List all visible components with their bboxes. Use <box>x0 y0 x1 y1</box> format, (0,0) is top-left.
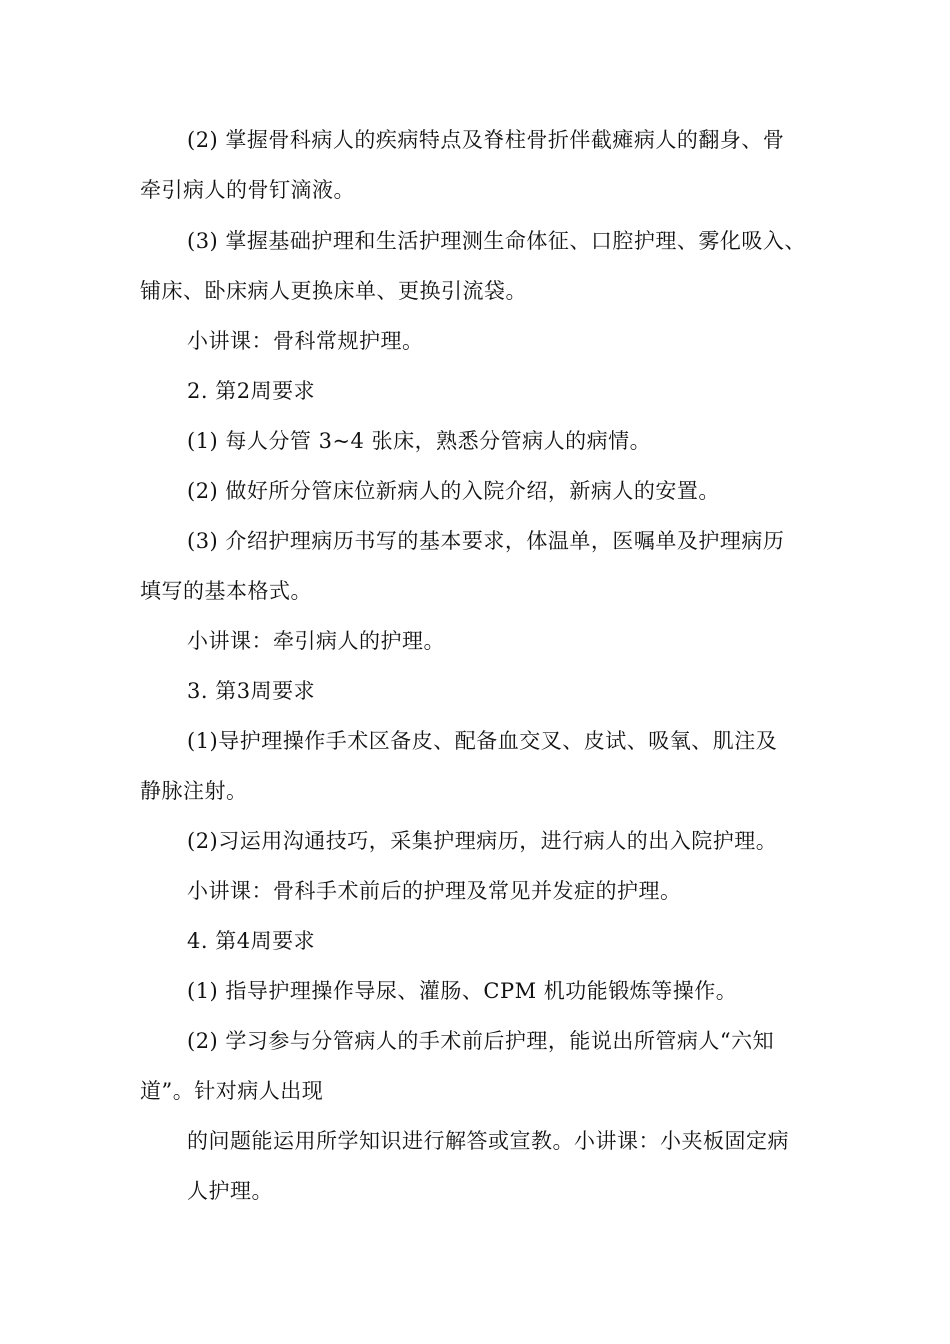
week-2-item-3-line-1: (3) 介绍护理病历书写的基本要求，体温单，医嘱单及护理病历 <box>187 529 785 553</box>
week-4-item-2-line-1: (2) 学习参与分管病人的手术前后护理，能说出所管病人“六知 <box>187 1029 775 1053</box>
week-4-item-2-line-3: 的问题能运用所学知识进行解答或宣教。小讲课：小夹板固定病 <box>187 1129 789 1153</box>
week-4-item-1: (1) 指导护理操作导尿、灌肠、CPM 机功能锻炼等操作。 <box>187 979 738 1003</box>
paragraph-3-line-1: (3) 掌握基础护理和生活护理测生命体征、口腔护理、雾化吸入、 <box>187 229 806 253</box>
paragraph-2-line-1: (2) 掌握骨科病人的疾病特点及脊柱骨折伴截瘫病人的翻身、骨 <box>187 128 785 152</box>
lecture-week-3: 小讲课：骨科手术前后的护理及常见并发症的护理。 <box>187 879 682 903</box>
week-4-item-2-line-4: 人护理。 <box>187 1179 273 1203</box>
week-2-item-1: (1) 每人分管 3~4 张床，熟悉分管病人的病情。 <box>187 429 652 453</box>
week-3-item-2: (2)习运用沟通技巧，采集护理病历，进行病人的出入院护理。 <box>187 829 778 853</box>
lecture-week-1: 小讲课：骨科常规护理。 <box>187 329 424 353</box>
heading-week-3: 3. 第3周要求 <box>187 679 316 703</box>
heading-week-4: 4. 第4周要求 <box>187 929 316 953</box>
week-2-item-2: (2) 做好所分管床位新病人的入院介绍，新病人的安置。 <box>187 479 720 503</box>
paragraph-2-line-2: 牵引病人的骨钉滴液。 <box>140 178 355 202</box>
week-3-item-1-line-1: (1)导护理操作手术区备皮、配备血交叉、皮试、吸氧、肌注及 <box>187 729 778 753</box>
heading-week-2: 2. 第2周要求 <box>187 379 316 403</box>
week-3-item-1-line-2: 静脉注射。 <box>140 779 248 803</box>
week-4-item-2-line-2: 道”。针对病人出现 <box>140 1079 324 1103</box>
lecture-week-2: 小讲课：牵引病人的护理。 <box>187 629 445 653</box>
week-2-item-3-line-2: 填写的基本格式。 <box>140 579 312 603</box>
paragraph-3-line-2: 铺床、卧床病人更换床单、更换引流袋。 <box>140 279 527 303</box>
